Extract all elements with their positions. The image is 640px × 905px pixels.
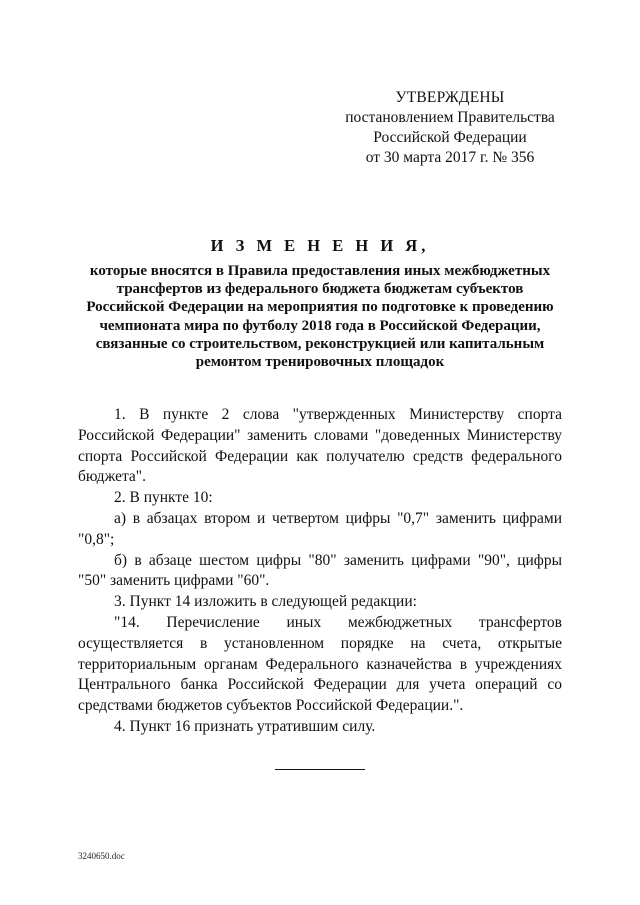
document-subtitle: которые вносятся в Правила предоставления иных межбюджетных трансфертов из федерального бюджета бюджетам субъектов Российской Федерации на мероприятия по подготовке к проведению чемпионата мира по футболу 2018 года в Российской Федерации, связанные со строительством, реконструкцией или капитальным ремонтом тренировочных площадок bbox=[86, 263, 554, 371]
paragraph-6: "14. Перечисление иных межбюджетных трансфертов осуществляется в установленном порядке на счета, открытые территориальным органам Федерального казначейства в учреждениях Центрального банка Российской Федерации для учета операций со средствами бюджетов субъектов Российской Федерации.". bbox=[78, 613, 562, 715]
document-body bbox=[78, 405, 562, 738]
approval-line-2: Российской Федерации bbox=[373, 129, 527, 146]
paragraph-5: 3. Пункт 14 изложить в следующей редакции: bbox=[114, 593, 417, 611]
footer-filename: 3240650.doc bbox=[78, 851, 125, 861]
approval-line-3: от 30 марта 2017 г. № 356 bbox=[365, 149, 535, 166]
end-divider bbox=[275, 769, 365, 770]
paragraph-3: а) в абзацах втором и четвертом цифры "0,7" заменить цифрами "0,8"; bbox=[78, 509, 562, 548]
approval-block bbox=[330, 88, 570, 168]
paragraph-7: 4. Пункт 16 признать утратившим силу. bbox=[114, 717, 376, 735]
paragraph-4: б) в абзаце шестом цифры "80" заменить цифрами "90", цифры "50" заменить цифрами "60". bbox=[78, 551, 562, 590]
approval-heading: УТВЕРЖДЕНЫ bbox=[395, 89, 505, 106]
approval-line-1: постановлением Правительства bbox=[345, 109, 555, 126]
paragraph-1: 1. В пункте 2 слова "утвержденных Министерству спорта Российской Федерации" заменить словами "доведенных Министерству спорта Российской Федерации как получателю средств федерального бюджета". bbox=[78, 406, 562, 486]
document-title: И З М Е Н Е Н И Я, bbox=[210, 236, 430, 255]
paragraph-2: 2. В пункте 10: bbox=[114, 489, 213, 507]
